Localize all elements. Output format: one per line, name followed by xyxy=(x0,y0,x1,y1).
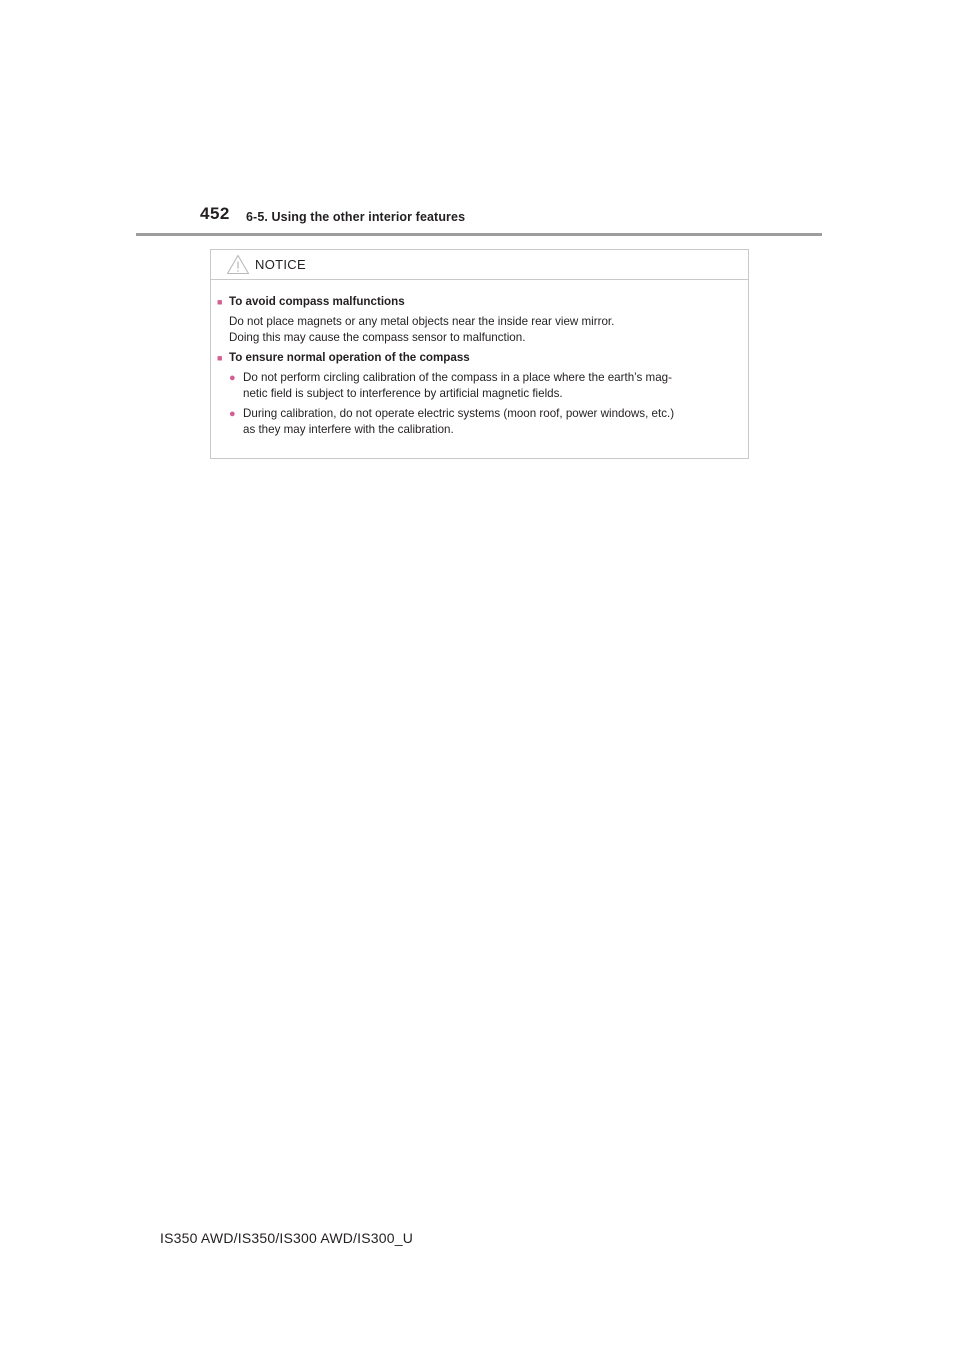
text-line: Do not place magnets or any metal objects near the inside rear view mirror. xyxy=(229,315,615,328)
topic-heading: To ensure normal operation of the compass xyxy=(229,351,470,364)
text-line: During calibration, do not operate electric systems (moon roof, power windows, etc.) xyxy=(243,407,675,420)
notice-title: NOTICE xyxy=(255,257,306,272)
topic-heading: To avoid compass malfunctions xyxy=(229,295,405,308)
topic-text xyxy=(217,314,742,346)
header-divider xyxy=(136,233,822,236)
list-item xyxy=(217,406,742,438)
square-bullet-icon: ■ xyxy=(217,353,223,363)
topic-compass-malfunctions xyxy=(217,294,742,346)
text-line: Do not perform circling calibration of the compass in a place where the earth’s mag- xyxy=(243,371,672,384)
square-bullet-icon: ■ xyxy=(217,297,223,307)
text-line: netic field is subject to interference by artificial magnetic fields. xyxy=(243,387,563,400)
notice-body xyxy=(211,280,748,438)
topic-normal-operation xyxy=(217,350,742,438)
text-line: as they may interfere with the calibration. xyxy=(243,423,454,436)
warning-triangle-icon xyxy=(226,254,250,275)
page-number: 452 xyxy=(200,204,230,223)
notice-box xyxy=(210,249,749,459)
list-item xyxy=(217,370,742,402)
text-line: Doing this may cause the compass sensor to malfunction. xyxy=(229,331,526,344)
footer-model-label: IS350 AWD/IS350/IS300 AWD/IS300_U xyxy=(160,1230,414,1246)
notice-header xyxy=(211,250,748,280)
dot-bullet-icon: ● xyxy=(229,408,236,420)
dot-bullet-icon: ● xyxy=(229,372,236,384)
section-title: 6-5. Using the other interior features xyxy=(246,210,466,224)
